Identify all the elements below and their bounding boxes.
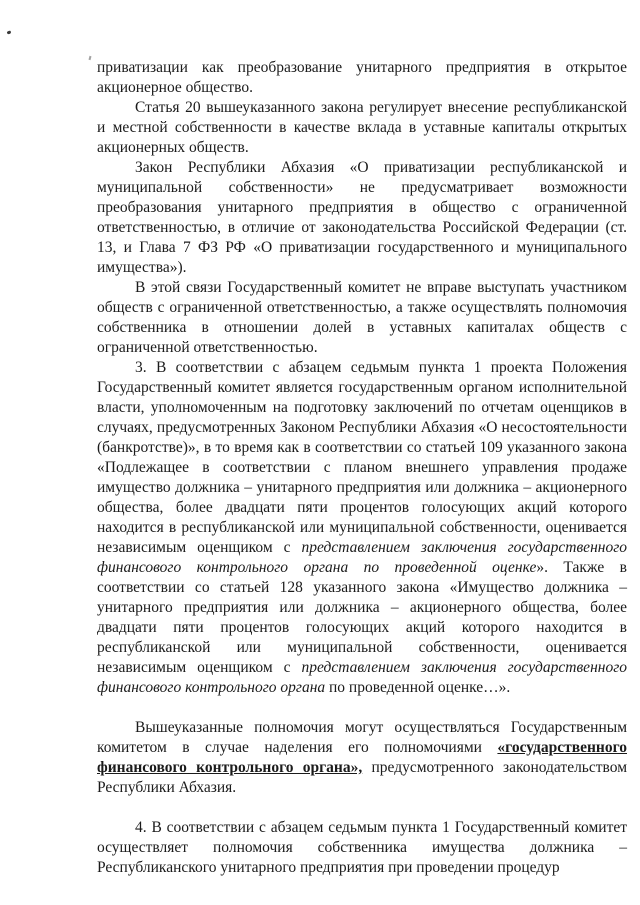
paragraph <box>97 98 627 158</box>
text-run: В этой связи Государственный комитет не вправе выступать участником обществ с ограниченной ответственностью, а также осуществлять полномочия собственника в отношении долей в уставных капиталах обществ с ограниченной ответственностью. <box>97 279 627 356</box>
emphasized-term: «государственного финансового контрольного органа», <box>97 739 627 776</box>
paragraph <box>97 818 627 878</box>
paragraph <box>97 718 627 798</box>
scan-artifact-mark <box>7 30 12 34</box>
text-run: предусмотренного законодательством Республики Абхазия. <box>97 759 628 796</box>
paragraph <box>97 278 627 358</box>
paragraph <box>97 158 627 278</box>
text-run: Вышеуказанные полномочия могут осуществляться Государственным комитетом в случае наделения его полномочиями <box>97 719 627 756</box>
text-run: 3. В соответствии с абзацем седьмым пункта 1 проекта Положения Государственный комитет является государственным органом исполнительной власти, уполномоченным на подготовку заключений по отчетам оценщиков в случаях, предусмотренных Законом Республики Абхазия «О несостоятельности (банкротстве)», в то время как в соответствии со статьей 109 указанного закона «Подлежащее в соответствии с планом внешнего управления продаже имущество должника – унитарного предприятия или должника – акционерного общества, более двадцати пяти процентов голосующих акций которого находится в республиканской или муниципальной собственности, оценивается независимым оценщиком с <box>97 359 627 556</box>
paragraph <box>97 58 627 98</box>
paragraph <box>97 358 627 698</box>
text-run: по проведенной оценке…». <box>325 679 511 696</box>
text-run: Статья 20 вышеуказанного закона регулирует внесение республиканской и местной собственности в качестве вклада в уставные капиталы открытых акционерных обществ. <box>97 99 627 156</box>
scan-artifact-tick <box>89 56 92 60</box>
text-run: ». Также в соответствии со статьей 128 указанного закона «Имущество должника – унитарного предприятия или должника – акционерного общества, более двадцати пяти процентов голосующих акций которого находится в республиканской или муниципальной собственности, оценивается независимым оценщиком с <box>97 559 627 676</box>
quoted-italic-phrase: представлением заключения государственного финансового контрольного органа <box>97 659 627 696</box>
document-body <box>97 58 627 878</box>
text-run: приватизации как преобразование унитарного предприятия в открытое акционерное общество. <box>97 59 627 96</box>
text-run: Закон Республики Абхазия «О приватизации республиканской и муниципальной собственности» не предусматривает возможности преобразования унитарного предприятия в общество с ограниченной ответственностью, в отличие от законодательства Российской Федерации (ст. 13, и Глава 7 ФЗ РФ «О приватизации государственного и муниципального имущества»). <box>97 159 627 276</box>
quoted-italic-phrase: представлением заключения государственного финансового контрольного органа по проведенной оценке <box>97 539 627 576</box>
text-run: 4. В соответствии с абзацем седьмым пункта 1 Государственный комитет осуществляет полномочия собственника имущества должника – Республиканского унитарного предприятия при проведении процедур <box>97 819 627 876</box>
